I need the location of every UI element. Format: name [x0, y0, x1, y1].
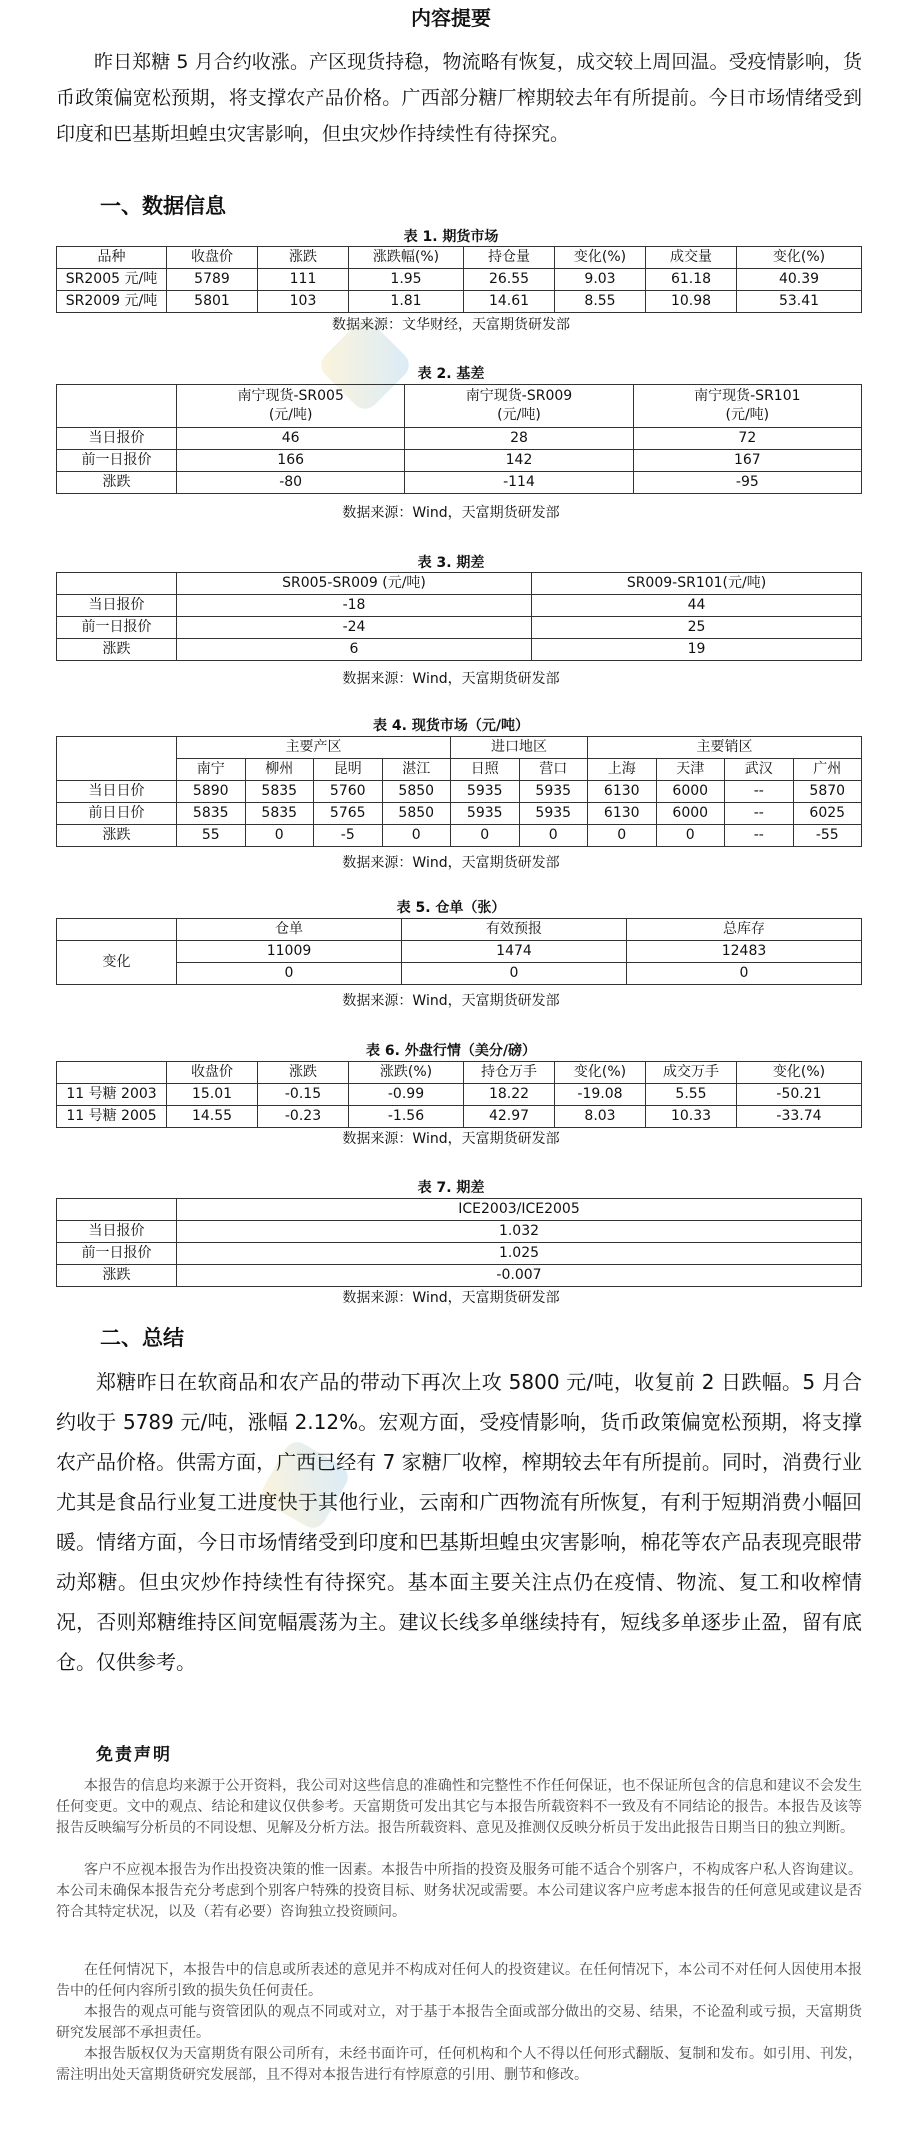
table-cell: 11009: [177, 941, 402, 963]
table-row: [57, 428, 862, 450]
table-cell: 5835: [245, 781, 314, 803]
table-cell: 当日报价: [57, 595, 177, 617]
table-header-cell: 总库存: [627, 919, 862, 941]
table-header-cell: SR009-SR101(元/吨): [532, 573, 862, 595]
table-cell: 167: [633, 450, 861, 472]
table-cell: 5.55: [646, 1084, 737, 1106]
spread-table: [56, 572, 862, 661]
table-cell: 18.22: [464, 1084, 555, 1106]
table-header-row: [57, 759, 862, 781]
table5-source: 数据来源：Wind，天富期货研发部: [342, 993, 560, 1009]
table-cell: 5935: [519, 781, 588, 803]
table-row: [57, 781, 862, 803]
table-cell: 5870: [793, 781, 862, 803]
table-header-cell: 营口: [519, 759, 588, 781]
table-header-cell: SR005-SR009 (元/吨): [177, 573, 532, 595]
table-header-cell: [177, 385, 405, 428]
table-cell: 5760: [314, 781, 383, 803]
table-cell: 6130: [588, 781, 657, 803]
table-row: [57, 595, 862, 617]
table-group-cell: 进口地区: [451, 737, 588, 759]
table-cell: 8.55: [555, 291, 646, 313]
disclaimer-paragraph-1: 本报告的信息均来源于公开资料，我公司对这些信息的准确性和完整性不作任何保证，也不保证所包含的信息和建议不会发生任何变更。文中的观点、结论和建议仅供参考。天富期货可发出其它与本报告所载资料不一致及有不同结论的报告。本报告及该等报告反映编写分析员的不同设想、见解及分析方法。报告所载资料、意见及推测仅反映分析员于发出此报告日期当日的独立判断。: [56, 1778, 862, 1836]
table-cell: -24: [177, 617, 532, 639]
section-heading-summary: 二、总结: [100, 1326, 184, 1350]
table-cell: 15.01: [167, 1084, 258, 1106]
table-header-cell: 成交万手: [646, 1062, 737, 1084]
table-cell: -33.74: [737, 1106, 862, 1128]
table-cell: 5890: [177, 781, 246, 803]
futures-market-table: [56, 246, 862, 313]
table-cell: -95: [633, 472, 861, 494]
table-header-cell: 变化(%): [737, 1062, 862, 1084]
table-cell: 0: [588, 825, 657, 847]
table-cell: 6000: [656, 781, 725, 803]
table-cell: 前日日价: [57, 803, 177, 825]
warehouse-receipt-table: [56, 918, 862, 985]
table-header-row: [57, 737, 862, 759]
table-cell: -0.23: [258, 1106, 349, 1128]
table-header-cell: 涨跌(%): [349, 1062, 464, 1084]
table-cell: 8.03: [555, 1106, 646, 1128]
table-cell: 72: [633, 428, 861, 450]
table-header-cell: [57, 737, 177, 781]
table-header-row: [57, 919, 862, 941]
table-cell: -114: [405, 472, 633, 494]
spot-market-table: [56, 736, 862, 847]
summary-paragraph: 昨日郑糖 5 月合约收涨。产区现货持稳，物流略有恢复，成交较上周回温。受疫情影响，货币政策偏宽松预期，将支撑农产品价格。广西部分糖厂榨期较去年有所提前。今日市场情绪受到印度和巴基斯坦蝗虫灾害影响，但虫灾炒作持续性有待探究。: [56, 51, 862, 145]
table-row: [57, 1221, 862, 1243]
table-row: [57, 472, 862, 494]
table-cell: 5935: [451, 781, 520, 803]
overseas-market-table: [56, 1061, 862, 1128]
table-header-cell: [633, 385, 861, 428]
table-cell: 1.95: [349, 269, 464, 291]
table-cell: 6: [177, 639, 532, 661]
table-header-cell: 变化(%): [555, 247, 646, 269]
table-row: [57, 617, 862, 639]
table5-caption: 表 5. 仓单（张）: [396, 900, 506, 916]
table-header-cell: 品种: [57, 247, 167, 269]
table-row: [57, 1106, 862, 1128]
table-cell: 0: [451, 825, 520, 847]
table-cell: 166: [177, 450, 405, 472]
table-cell: 6130: [588, 803, 657, 825]
table-cell: 111: [258, 269, 349, 291]
table-cell: 0: [382, 825, 451, 847]
table3-caption: 表 3. 期差: [417, 555, 485, 571]
table2-caption: 表 2. 基差: [417, 366, 485, 382]
table-header-cell: [57, 1199, 177, 1221]
table-cell: 10.98: [646, 291, 737, 313]
table-header-cell: [57, 385, 177, 428]
table-cell: 1.025: [177, 1243, 862, 1265]
table-cell: -80: [177, 472, 405, 494]
table-cell: SR2009 元/吨: [57, 291, 167, 313]
table-cell: 当日报价: [57, 428, 177, 450]
table-header-cell: 日照: [451, 759, 520, 781]
table-cell: 11 号糖 2003: [57, 1084, 167, 1106]
table4-caption: 表 4. 现货市场（元/吨）: [373, 718, 529, 734]
table-header-cell: 涨跌: [258, 1062, 349, 1084]
table-cell: 11 号糖 2005: [57, 1106, 167, 1128]
table1-source: 数据来源：文华财经，天富期货研发部: [332, 317, 570, 333]
table-cell: 变化: [57, 941, 177, 985]
table-cell: 0: [656, 825, 725, 847]
header-text: 南宁现货-SR101 (元/吨): [694, 388, 801, 423]
table-group-cell: 主要产区: [177, 737, 451, 759]
table-cell: 0: [245, 825, 314, 847]
table-cell: 5850: [382, 781, 451, 803]
table-cell: 5935: [519, 803, 588, 825]
table-header-cell: 成交量: [646, 247, 737, 269]
table-cell: 14.61: [464, 291, 555, 313]
table-cell: 涨跌: [57, 639, 177, 661]
disclaimer-paragraph-3: 在任何情况下，本报告中的信息或所表述的意见并不构成对任何人的投资建议。在任何情况下，本公司不对任何人因使用本报告中的任何内容所引致的损失负任何责任。: [56, 1962, 862, 1999]
table-cell: 53.41: [737, 291, 862, 313]
table-header-row: [57, 247, 862, 269]
basis-table: [56, 384, 862, 494]
table-cell: 6025: [793, 803, 862, 825]
table7-source: 数据来源：Wind，天富期货研发部: [342, 1290, 560, 1306]
table-header-cell: 收盘价: [167, 1062, 258, 1084]
table-group-cell: 主要销区: [588, 737, 862, 759]
table-header-cell: 天津: [656, 759, 725, 781]
table-header-cell: [57, 573, 177, 595]
ice-spread-table: [56, 1198, 862, 1287]
table-cell: SR2005 元/吨: [57, 269, 167, 291]
table-header-cell: 变化(%): [737, 247, 862, 269]
table-cell: -19.08: [555, 1084, 646, 1106]
table-cell: 6000: [656, 803, 725, 825]
table1-caption: 表 1. 期货市场: [403, 229, 499, 245]
table-cell: 142: [405, 450, 633, 472]
table-cell: 涨跌: [57, 825, 177, 847]
table-cell: 10.33: [646, 1106, 737, 1128]
table-cell: 5801: [167, 291, 258, 313]
table7-caption: 表 7. 期差: [417, 1180, 485, 1196]
table-cell: 1.032: [177, 1221, 862, 1243]
table-cell: --: [725, 781, 794, 803]
table-cell: 涨跌: [57, 1265, 177, 1287]
table-cell: 28: [405, 428, 633, 450]
table-cell: 5850: [382, 803, 451, 825]
page-title: 内容提要: [411, 6, 491, 30]
table-header-cell: 涨跌幅(%): [349, 247, 464, 269]
table-cell: 61.18: [646, 269, 737, 291]
table-cell: --: [725, 803, 794, 825]
table-header-cell: 涨跌: [258, 247, 349, 269]
table-cell: 0: [627, 963, 862, 985]
table-row: [57, 825, 862, 847]
section-heading-data: 一、数据信息: [100, 194, 226, 218]
table-cell: 46: [177, 428, 405, 450]
table-header-cell: 南宁: [177, 759, 246, 781]
disclaimer-title: 免责声明: [96, 1745, 172, 1765]
conclusion-paragraph: 郑糖昨日在软商品和农产品的带动下再次上攻 5800 元/吨，收复前 2 日跌幅。5 月合约收于 5789 元/吨，涨幅 2.12%。宏观方面，受疫情影响，货币政策偏宽松预期，将支撑农产品价格。供需方面，广西已经有 7 家糖厂收榨，榨期较去年有所提前。同时，消费行业尤其是食品行业复工进度快于其他行业，云南和广西物流有所恢复，有利于短期消费小幅回暖。情绪方面，今日市场情绪受到印度和巴基斯坦蝗虫灾害影响，棉花等农产品表现亮眼带动郑糖。但虫灾炒作持续性有待探究。基本面主要关注点仍在疫情、物流、复工和收榨情况，否则郑糖维持区间宽幅震荡为主。建议长线多单继续持有，短线多单逐步止盈，留有底仓。仅供参考。: [56, 1370, 862, 1674]
table-header-cell: 有效预报: [402, 919, 627, 941]
table-cell: 1.81: [349, 291, 464, 313]
table-cell: -0.15: [258, 1084, 349, 1106]
table-cell: -5: [314, 825, 383, 847]
table-cell: 0: [519, 825, 588, 847]
table-cell: 19: [532, 639, 862, 661]
table-cell: 103: [258, 291, 349, 313]
table4-source: 数据来源：Wind，天富期货研发部: [342, 855, 560, 871]
table-header-cell: [57, 919, 177, 941]
table-row: [57, 803, 862, 825]
table-cell: 0: [177, 963, 402, 985]
table-cell: -18: [177, 595, 532, 617]
table-header-row: [57, 385, 862, 428]
table-row: [57, 269, 862, 291]
table-cell: 5789: [167, 269, 258, 291]
table-cell: --: [725, 825, 794, 847]
table-cell: 14.55: [167, 1106, 258, 1128]
table-header-cell: 收盘价: [167, 247, 258, 269]
table6-caption: 表 6. 外盘行情（美分/磅）: [366, 1043, 536, 1059]
table-cell: 1474: [402, 941, 627, 963]
table-header-row: [57, 573, 862, 595]
table-row: [57, 1265, 862, 1287]
table-cell: 0: [402, 963, 627, 985]
table6-source: 数据来源：Wind，天富期货研发部: [342, 1131, 560, 1147]
table-header-cell: 持仓量: [464, 247, 555, 269]
table-header-cell: 变化(%): [555, 1062, 646, 1084]
table-cell: 前一日报价: [57, 617, 177, 639]
table-row: [57, 963, 862, 985]
table-row: [57, 639, 862, 661]
table-cell: 40.39: [737, 269, 862, 291]
table-cell: 5765: [314, 803, 383, 825]
table-header-cell: ICE2003/ICE2005: [177, 1199, 862, 1221]
table-cell: 44: [532, 595, 862, 617]
table-header-row: [57, 1062, 862, 1084]
header-text: 南宁现货-SR005 (元/吨): [237, 388, 344, 423]
table-cell: 25: [532, 617, 862, 639]
table-cell: 5935: [451, 803, 520, 825]
table-cell: -0.99: [349, 1084, 464, 1106]
table-cell: 当日日价: [57, 781, 177, 803]
table-header-cell: 仓单: [177, 919, 402, 941]
header-text: 南宁现货-SR009 (元/吨): [465, 388, 573, 423]
table-cell: 5835: [245, 803, 314, 825]
table-header-cell: [57, 1062, 167, 1084]
table-header-cell: 湛江: [382, 759, 451, 781]
table-header-cell: 上海: [588, 759, 657, 781]
table-header-row: [57, 1199, 862, 1221]
table-cell: 前一日报价: [57, 450, 177, 472]
table2-source: 数据来源：Wind，天富期货研发部: [342, 505, 560, 521]
disclaimer-paragraph-2: 客户不应视本报告为作出投资决策的惟一因素。本报告中所指的投资及服务可能不适合个别客户，不构成客户私人咨询建议。本公司未确保本报告充分考虑到个别客户特殊的投资目标、财务状况或需要。本公司建议客户应考虑本报告的任何意见或建议是否符合其特定状况，以及（若有必要）咨询独立投资顾问。: [56, 1862, 862, 1920]
table-header-cell: 武汉: [725, 759, 794, 781]
table-row: [57, 1243, 862, 1265]
table-cell: 26.55: [464, 269, 555, 291]
table-row: [57, 941, 862, 963]
table-header-cell: 昆明: [314, 759, 383, 781]
table3-source: 数据来源：Wind，天富期货研发部: [342, 671, 560, 687]
table-cell: -0.007: [177, 1265, 862, 1287]
table-cell: -50.21: [737, 1084, 862, 1106]
table-cell: 5835: [177, 803, 246, 825]
disclaimer-paragraph-4: 本报告的观点可能与资管团队的观点不同或对立，对于基于本报告全面或部分做出的交易、结果，不论盈利或亏损，天富期货研究发展部不承担责任。: [56, 2004, 862, 2041]
table-row: [57, 450, 862, 472]
table-cell: -55: [793, 825, 862, 847]
table-row: [57, 291, 862, 313]
table-header-cell: 持仓万手: [464, 1062, 555, 1084]
table-row: [57, 1084, 862, 1106]
table-cell: -1.56: [349, 1106, 464, 1128]
disclaimer-paragraph-5: 本报告版权仅为天富期货有限公司所有，未经书面许可，任何机构和个人不得以任何形式翻版、复制和发布。如引用、刊发，需注明出处天富期货研究发展部，且不得对本报告进行有悖原意的引用、删节和修改。: [56, 2046, 862, 2083]
table-cell: 前一日报价: [57, 1243, 177, 1265]
table-cell: 9.03: [555, 269, 646, 291]
table-header-cell: 柳州: [245, 759, 314, 781]
table-cell: 12483: [627, 941, 862, 963]
table-cell: 42.97: [464, 1106, 555, 1128]
table-cell: 涨跌: [57, 472, 177, 494]
table-header-cell: 广州: [793, 759, 862, 781]
table-cell: 55: [177, 825, 246, 847]
table-cell: 当日报价: [57, 1221, 177, 1243]
table-header-cell: [405, 385, 633, 428]
